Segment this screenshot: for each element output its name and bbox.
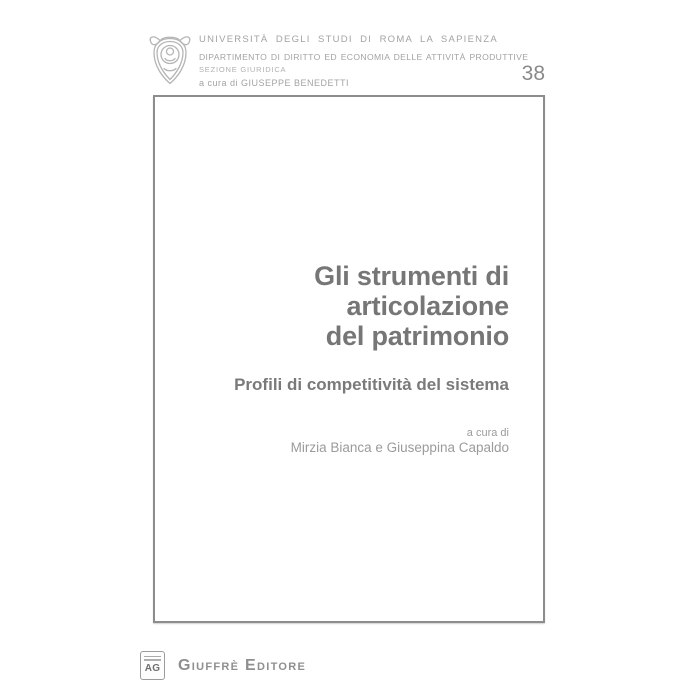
department-name: DIPARTIMENTO DI DIRITTO ED ECONOMIA DELLE ATTIVITÀ PRODUTTIVE xyxy=(199,52,529,62)
book-title-line1: Gli strumenti di articolazione xyxy=(314,261,509,321)
edited-by-label: a cura di xyxy=(466,427,509,439)
book-subtitle: Profili di competitività del sistema xyxy=(234,375,509,394)
university-name: UNIVERSITÀ DEGLI STUDI DI ROMA LA SAPIENZA xyxy=(199,34,498,45)
cover-frame xyxy=(153,95,545,623)
publisher-footer xyxy=(140,651,306,680)
curators-block xyxy=(185,427,509,455)
series-number: 38 xyxy=(521,62,545,85)
section-name: SEZIONE GIURIDICA xyxy=(199,65,287,74)
book-title-line2: del patrimonio xyxy=(325,321,509,351)
editors-names: Mirzia Bianca e Giuseppina Capaldo xyxy=(290,440,509,455)
ag-monogram: AG xyxy=(144,663,161,674)
publisher-name: Giuffrè Editore xyxy=(178,656,307,674)
book-title xyxy=(185,261,509,351)
ag-logo-ornament xyxy=(144,654,161,661)
title-block xyxy=(185,261,509,455)
giuffre-ag-logo xyxy=(140,651,165,680)
series-editor: a cura di GIUSEPPE BENEDETTI xyxy=(199,78,350,88)
